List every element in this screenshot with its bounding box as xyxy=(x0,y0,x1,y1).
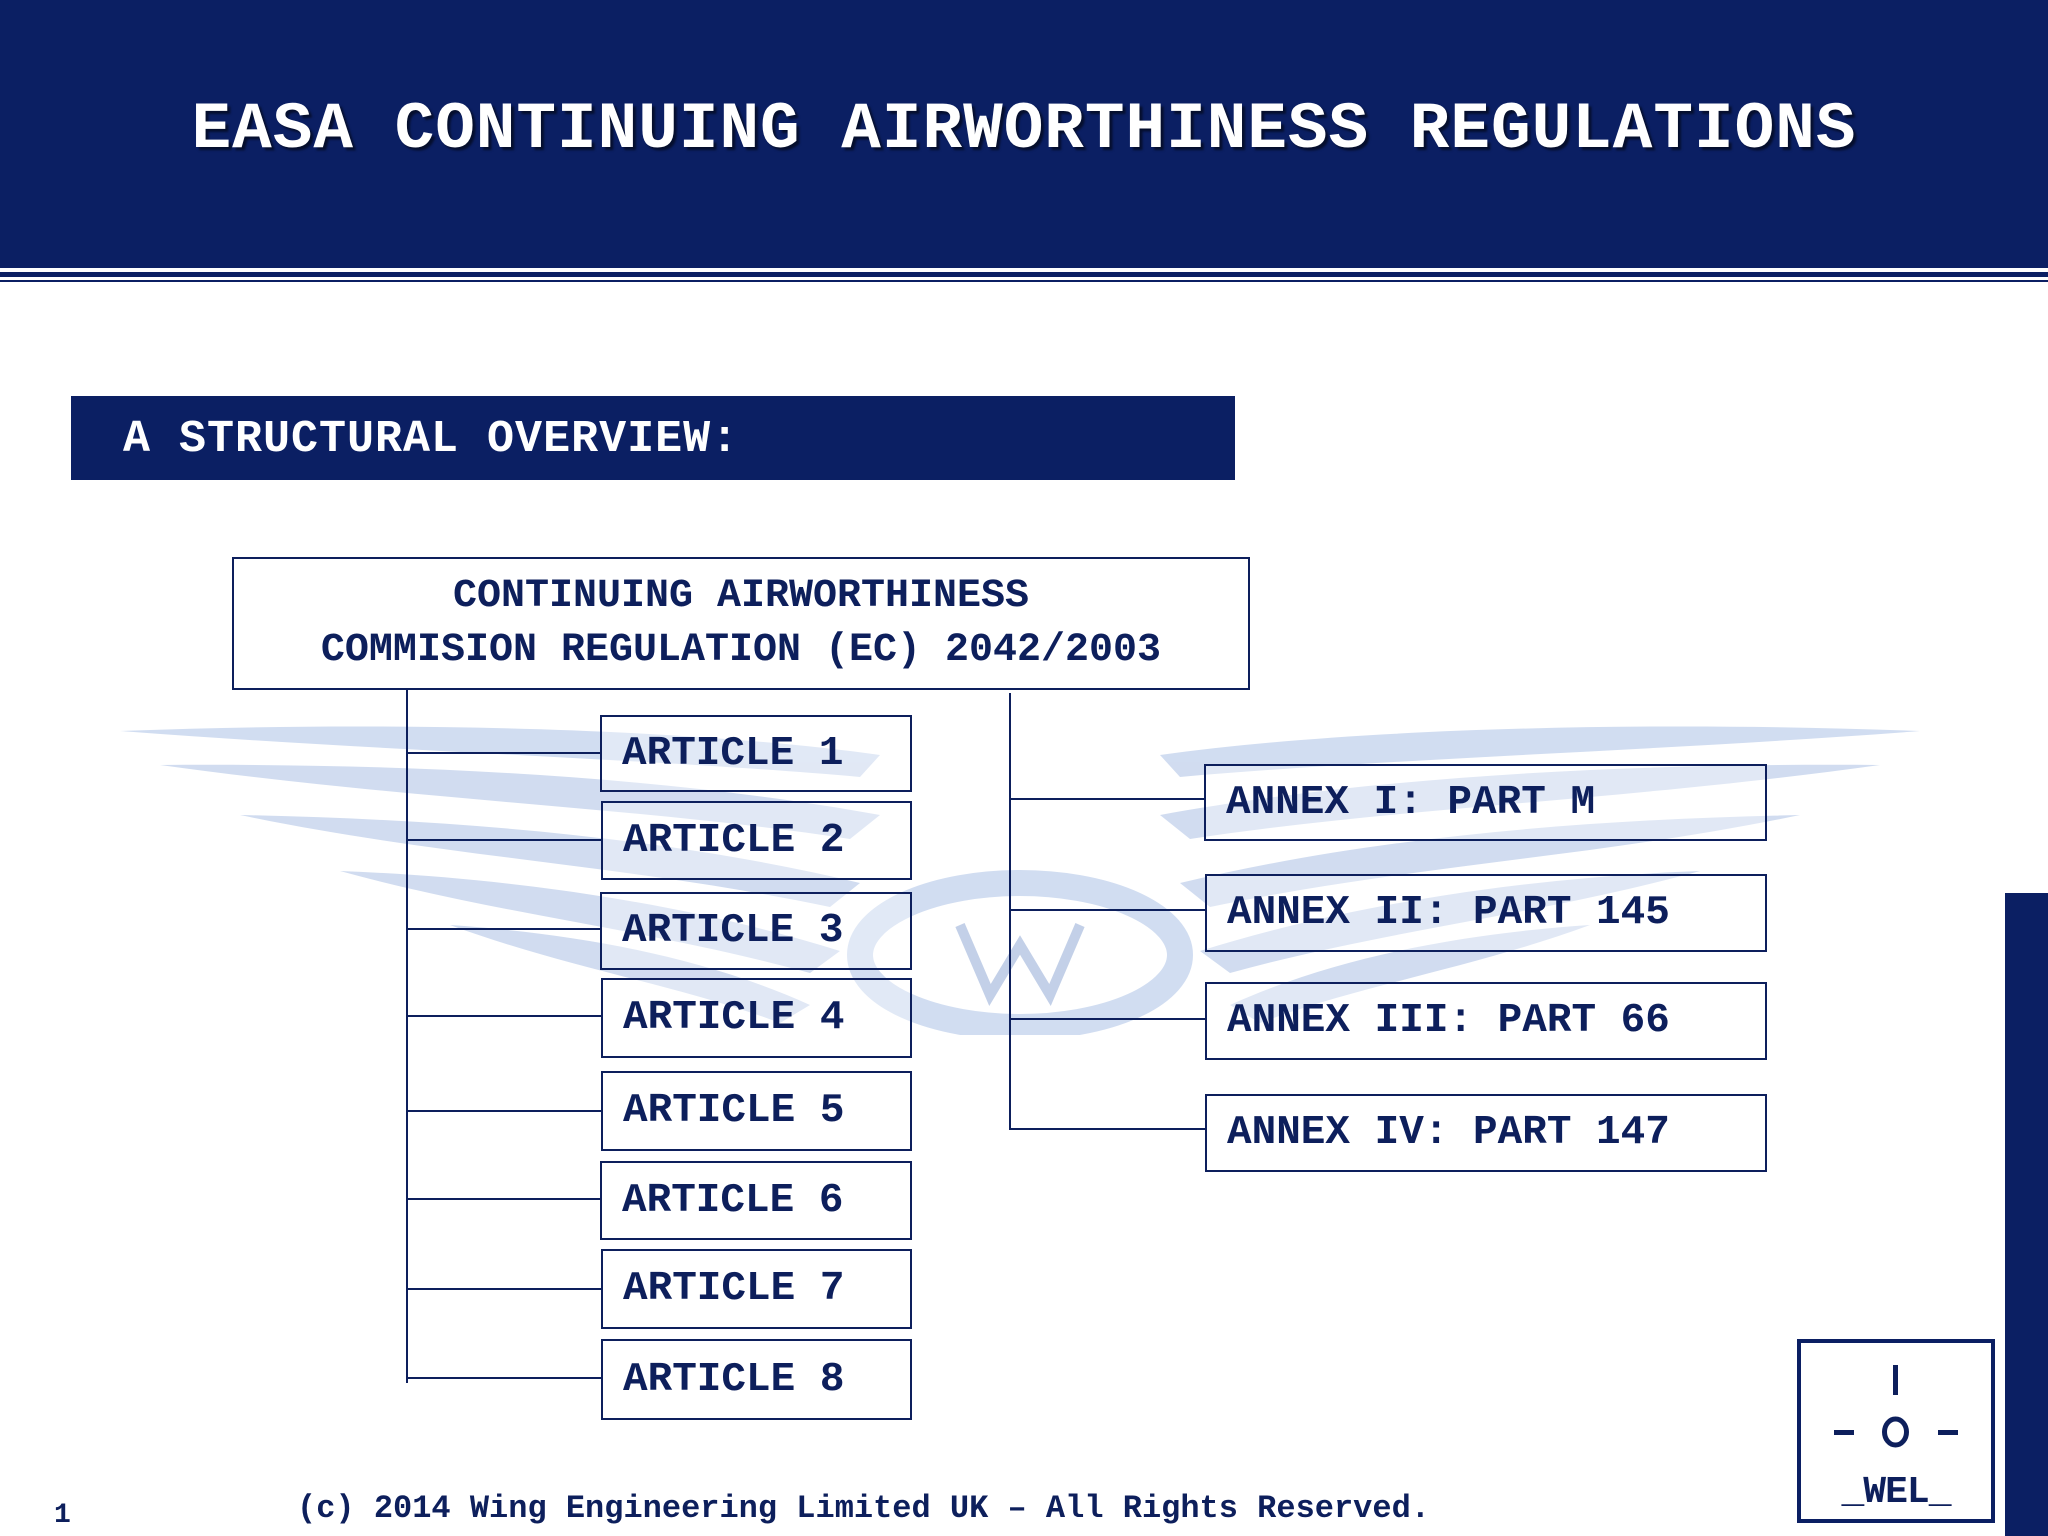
article-box xyxy=(600,892,912,970)
article-box xyxy=(600,1161,912,1240)
article-box xyxy=(601,1249,912,1329)
article-box xyxy=(601,801,912,880)
article-box xyxy=(600,715,912,792)
section-heading: A STRUCTURAL OVERVIEW: xyxy=(123,414,740,465)
header-rule-thick xyxy=(0,272,2048,277)
annex-box xyxy=(1204,764,1767,841)
annexes-connector xyxy=(1009,798,1205,800)
articles-connector xyxy=(406,1110,601,1112)
articles-connector xyxy=(406,752,601,754)
article-label: ARTICLE 3 xyxy=(622,908,844,954)
articles-connector xyxy=(406,928,601,930)
crosshair-icon xyxy=(1801,1343,1991,1473)
article-label: ARTICLE 1 xyxy=(622,730,844,777)
annex-label: ANNEX II: PART 145 xyxy=(1227,890,1670,936)
page-number: 1 xyxy=(54,1500,71,1531)
article-label: ARTICLE 7 xyxy=(623,1266,845,1312)
articles-connector xyxy=(406,1288,601,1290)
annex-label: ANNEX IV: PART 147 xyxy=(1227,1110,1670,1156)
page-title: EASA CONTINUING AIRWORTHINESS REGULATIONS xyxy=(191,92,1857,167)
annex-box xyxy=(1205,982,1767,1060)
article-label: ARTICLE 6 xyxy=(622,1177,844,1224)
article-box xyxy=(601,1339,912,1420)
header-rule-thin xyxy=(0,280,2048,282)
articles-connector xyxy=(406,839,601,841)
wel-logo xyxy=(1797,1339,1995,1523)
article-label: ARTICLE 5 xyxy=(623,1088,845,1134)
article-box xyxy=(601,1071,912,1151)
annexes-connector xyxy=(1009,909,1205,911)
annexes-trunk-line xyxy=(1009,693,1011,1130)
annex-label: ANNEX I: PART M xyxy=(1226,779,1596,826)
root-regulation-line2: COMMISION REGULATION (EC) 2042/2003 xyxy=(320,627,1162,673)
articles-connector xyxy=(406,1198,601,1200)
article-label: ARTICLE 4 xyxy=(623,995,845,1041)
root-regulation-box xyxy=(232,557,1250,690)
right-side-strip xyxy=(2005,893,2048,1536)
articles-connector xyxy=(406,1015,601,1017)
article-label: ARTICLE 8 xyxy=(623,1356,845,1403)
annex-box xyxy=(1205,874,1767,952)
annexes-connector xyxy=(1009,1128,1205,1130)
articles-connector xyxy=(406,1377,601,1379)
annex-label: ANNEX III: PART 66 xyxy=(1227,998,1670,1044)
annexes-connector xyxy=(1009,1018,1205,1020)
section-heading-bar xyxy=(71,396,1235,480)
annex-box xyxy=(1205,1094,1767,1172)
root-regulation-line1: CONTINUING AIRWORTHINESS xyxy=(452,573,1030,619)
header-banner xyxy=(0,0,2048,268)
articles-trunk-line xyxy=(406,690,408,1383)
article-label: ARTICLE 2 xyxy=(623,817,845,864)
copyright-footer: (c) 2014 Wing Engineering Limited UK – All Rights Reserved. xyxy=(297,1490,1430,1527)
wel-logo-text: _WEL_ xyxy=(1841,1471,1951,1514)
article-box xyxy=(601,978,912,1058)
